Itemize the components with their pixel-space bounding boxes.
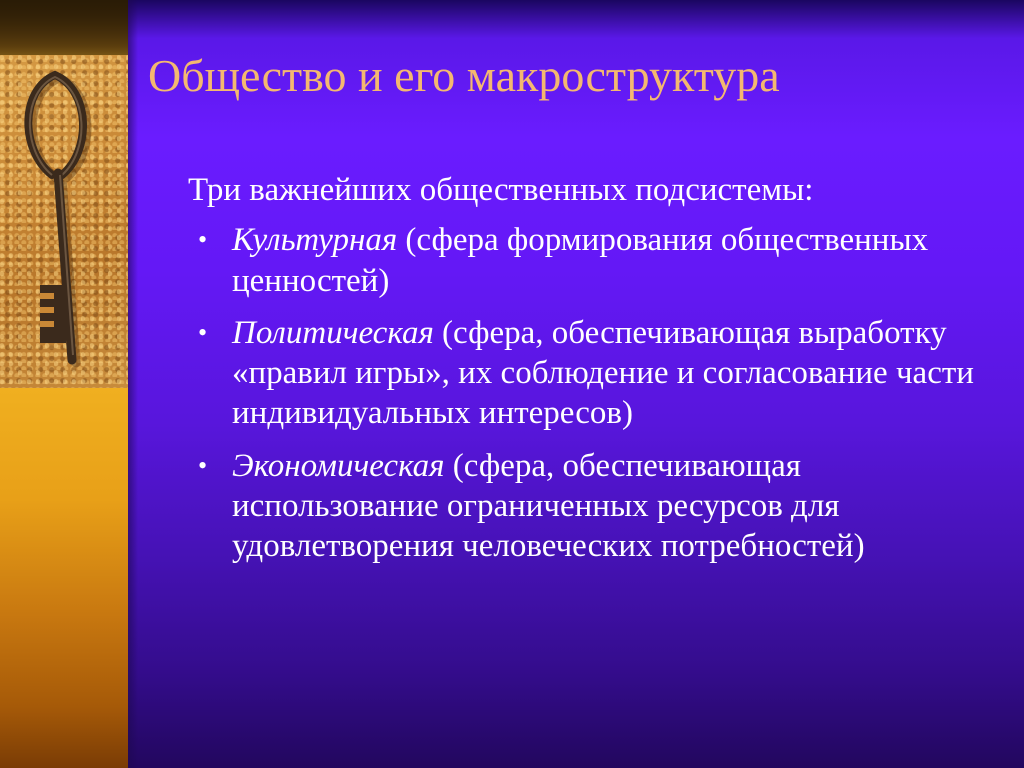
bullet-icon: • — [198, 450, 208, 480]
item-description: (сфера, обеспечивающая выработку «правил игры», их соблюдение и согласование части индивидуальных интересов) — [232, 314, 974, 432]
list-item — [188, 313, 988, 434]
bullet-icon: • — [198, 225, 208, 255]
slide-content — [188, 170, 988, 578]
item-term: Культурная — [232, 222, 398, 259]
item-term: Экономическая — [232, 447, 445, 484]
list-item — [188, 446, 988, 567]
slide-title: Общество и его макроструктура — [148, 50, 780, 101]
item-description: (сфера, обеспечивающая использование ограниченных ресурсов для удовлетворения человеческих потребностей) — [232, 447, 865, 564]
key-icon — [0, 55, 128, 388]
key-photo — [0, 55, 128, 388]
bullet-icon: • — [198, 317, 208, 347]
strip-top-shade — [0, 0, 128, 60]
intro-text: Три важнейших общественных подсистемы: — [188, 172, 814, 208]
item-description: (сфера формирования общественных ценностей) — [232, 222, 929, 299]
list-item — [188, 220, 988, 301]
item-term: Политическая — [232, 314, 434, 351]
panel-edge-shade — [128, 0, 138, 768]
subsystem-list — [188, 220, 988, 566]
